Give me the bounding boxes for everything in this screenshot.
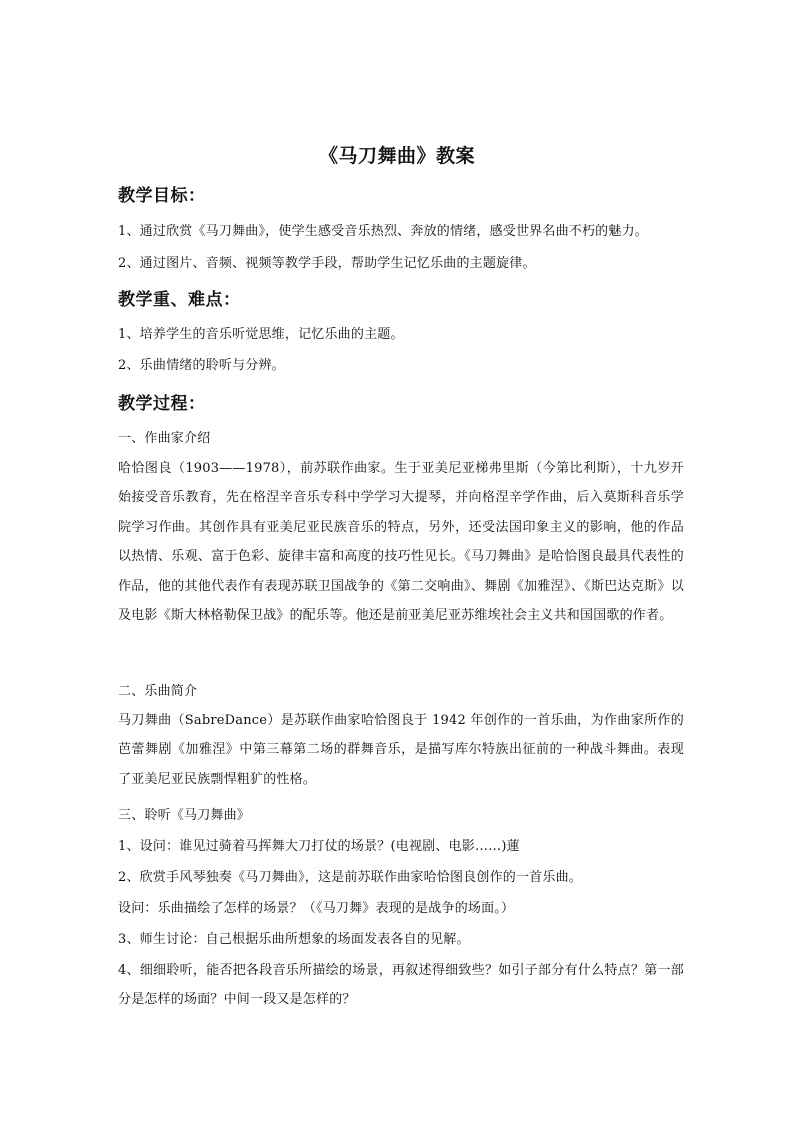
composer-intro-paragraph: 哈恰图良（1903——1978），前苏联作曲家。生于亚美尼亚梯弗里斯（今第比利斯），十九岁开始接受音乐教育，先在格涅辛音乐专科中学学习大提琴，并向格涅辛学作曲，后入莫斯科音乐学院学习作曲。其创作具有亚美尼亚民族音乐的特点，另外，还受法国印象主义的影响，他的作品以热情、乐观、富于色彩、旋律丰富和高度的技巧性见长。《马刀舞曲》是哈恰图良最具代表性的作品，他的其他代表作有表现苏联卫国战争的《第二交响曲》、舞剧《加雅涅》、《斯巴达克斯》以及电影《斯大林格勒保卫战》的配乐等。他还是前亚美尼亚苏维埃社会主义共和国国歌的作者。 — [118, 461, 684, 624]
key-point-item-2: 2、乐曲情绪的聆听与分辨。 — [118, 358, 285, 373]
heading-teaching-process: 教学过程： — [118, 394, 206, 414]
section-title-piece-intro: 二、乐曲简介 — [118, 684, 198, 699]
listening-item-1: 1、设问：谁见过骑着马挥舞大刀打仗的场景？(电视剧、电影……)蓮 — [118, 839, 520, 854]
section-title-listening: 三、聆听《马刀舞曲》 — [118, 808, 251, 823]
listening-item-2: 2、欣赏手风琴独奏《马刀舞曲》，这是前苏联作曲家哈恰图良创作的一首乐曲。 — [118, 870, 582, 885]
key-point-item-1: 1、培养学生的音乐听觉思维，记忆乐曲的主题。 — [118, 327, 404, 342]
listening-question: 设问：乐曲描绘了怎样的场景？（《马刀舞》表现的是战争的场面。） — [118, 901, 515, 916]
listening-item-4: 4、细细聆听，能否把各段音乐所描绘的场景，再叙述得细致些？如引子部分有什么特点？第一部分是怎样的场面？中间一段又是怎样的？ — [118, 963, 684, 1008]
goal-item-2: 2、通过图片、音频、视频等教学手段，帮助学生记忆乐曲的主题旋律。 — [118, 256, 536, 271]
document-title: 《马刀舞曲》教案 — [318, 145, 475, 167]
goal-item-1: 1、通过欣赏《马刀舞曲》，使学生感受音乐热烈、奔放的情绪，感受世界名曲不朽的魅力。 — [118, 224, 648, 239]
section-title-composer: 一、作曲家介绍 — [118, 431, 211, 446]
heading-teaching-goals: 教学目标： — [118, 186, 206, 206]
piece-intro-paragraph: 马刀舞曲（SabreDance）是苏联作曲家哈恰图良于 1942 年创作的一首乐曲，为作曲家所作的芭蕾舞剧《加雅涅》中第三幕第二场的群舞音乐，是描写库尔特族出征前的一种战斗舞曲。表现了亚美尼亚民族剽悍粗犷的性格。 — [118, 713, 684, 787]
listening-item-3: 3、师生讨论：自己根据乐曲所想象的场面发表各自的见解。 — [118, 932, 470, 947]
heading-key-points: 教学重、难点： — [118, 290, 241, 310]
